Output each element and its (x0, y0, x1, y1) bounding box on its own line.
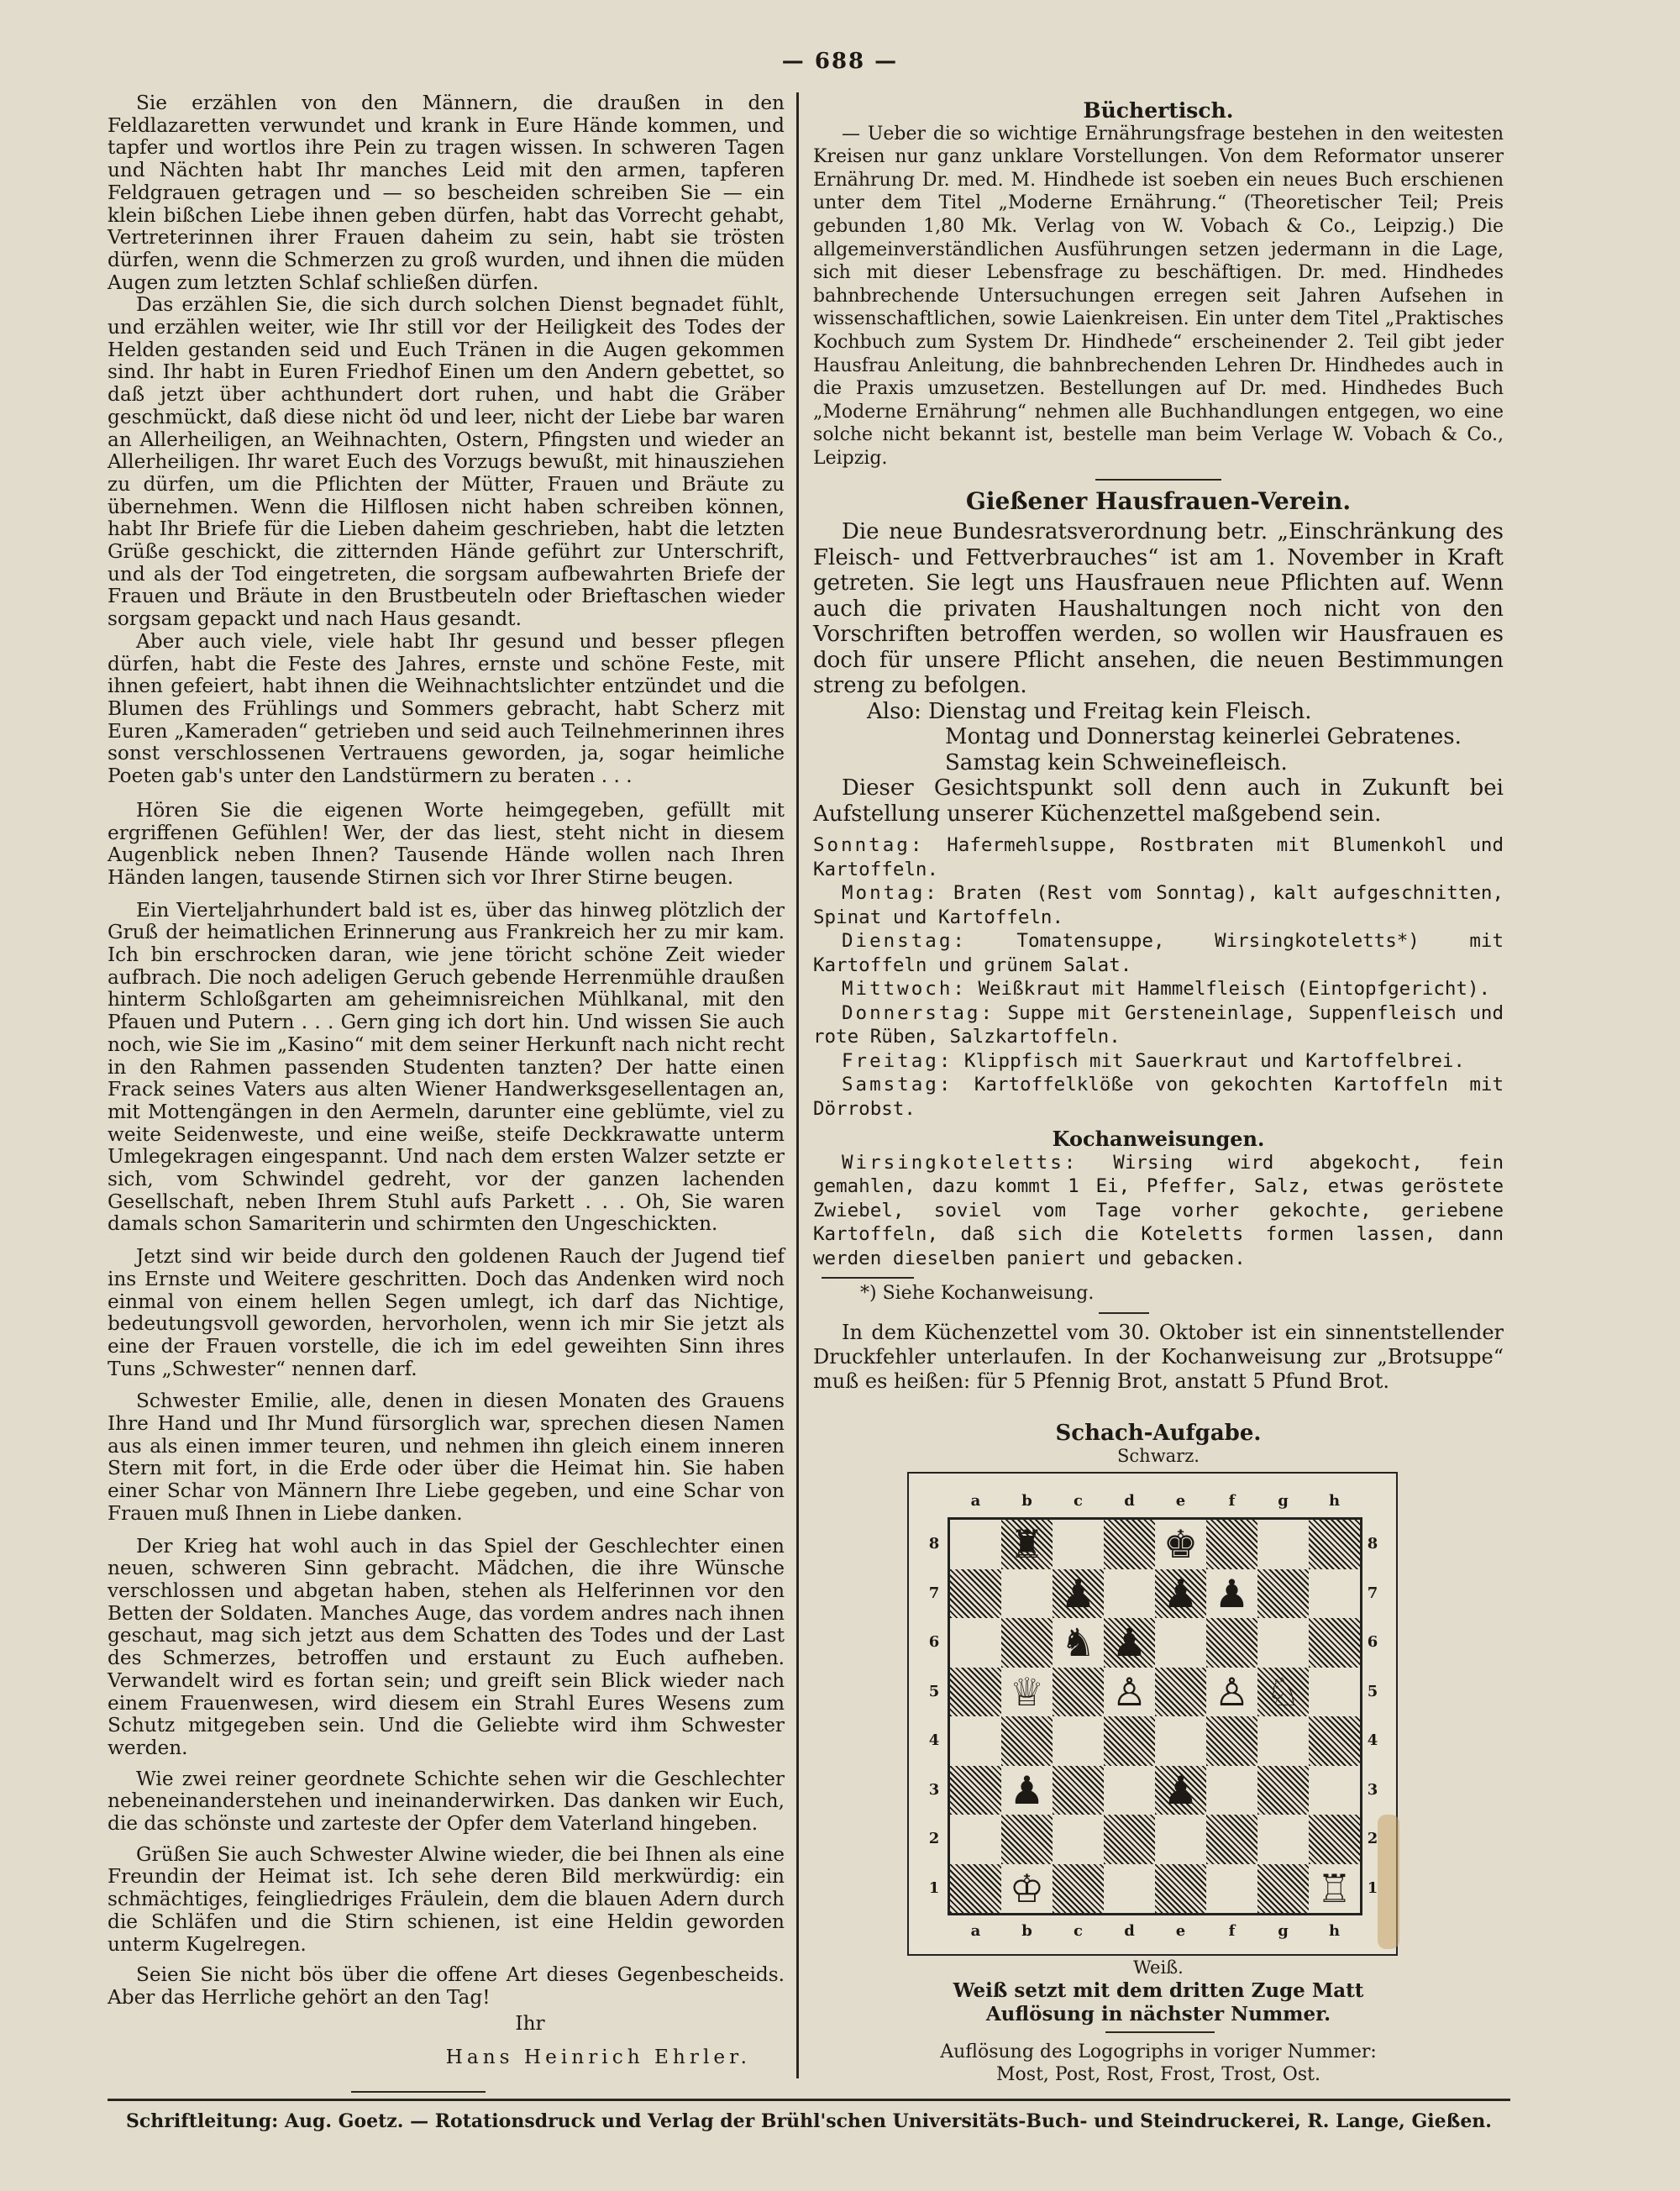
file-label: f (1228, 1922, 1236, 1940)
rank-label: 6 (1367, 1633, 1378, 1651)
rank-label: 7 (928, 1584, 940, 1602)
letter-column (108, 92, 785, 2093)
chess-square (1001, 1569, 1053, 1619)
letter-closing: Ihr (515, 2011, 545, 2035)
signature-rule (351, 2091, 486, 2093)
chess-square (1053, 1668, 1104, 1717)
chess-solution-note: Auflösung in nächster Nummer. (985, 2003, 1331, 2025)
black-pawn-icon: ♟ (1163, 1767, 1199, 1813)
letter-paragraph: Hören Sie die eigenen Worte heimgegeben, gefüllt mit ergriffenen Gefühlen! Wer, der das liest, steht nicht in diesem Augenblick neben Ihnen? Tausende Hände wollen nach Ihren Händen langen, tausende Stirnen sich vor Ihrer Stirne beugen. (108, 798, 785, 889)
file-label: d (1124, 1922, 1135, 1940)
chess-square (1053, 1520, 1104, 1569)
letter-paragraph: Seien Sie nicht bös über die offene Art dieses Gegenbescheids. Aber das Herrliche gehört an den Tag! (108, 1963, 785, 2009)
chess-square (1104, 1864, 1155, 1914)
chess-diagram (907, 1472, 1398, 1956)
white-pawn-icon: ♙ (1111, 1668, 1147, 1715)
rank-label: 4 (1367, 1731, 1378, 1749)
footer-imprint: Schriftleitung: Aug. Goetz. — Rotationsdruck und Verlag der Brühl'schen Universitäts-Buch- und Steindruckerei, R. Lange, Gießen. (126, 2110, 1492, 2132)
chess-square (1309, 1668, 1360, 1717)
menu-item: Sonntag: Hafermehlsuppe, Rostbraten mit Blumenkohl und Kartoffeln. (813, 834, 1504, 880)
chess-square (1257, 1618, 1309, 1668)
letter-paragraph: Das erzählen Sie, die sich durch solchen Dienst begnadet fühlt, und erzählen weiter, wie Ihr still vor der Heiligkeit des Todes der Helden gestanden seid und Euch Tränen in die Augen gekommen sind. Ihr habt in Euren Friedhof Einen um den Andern gebettet, so daß jetzt über achthundert dort ruhen, und habt die Gräber geschmückt, daß diese nicht öd und leer, nicht der Liebe bar waren an Allerheiligen, an Weihnachten, Ostern, Pfingsten und wieder an Allerheiligen. Ihr waret Euch des Vorzugs bewußt, mit hinausziehen zu dürfen, um die Pflichten der Mütter, Frauen und Bräute zu übernehmen. Wenn die Hilflosen nicht haben schreiben können, habt Ihr Briefe für die Lieben daheim geschrieben, habt die letzten Grüße geschickt, die zitternden Hände geführt zur Unterschrift, und als der Tod eingetreten, die sorgsam aufbewahrten Briefe der Frauen und Bräute in den Brustbeuteln oder Brieftaschen wieder sorgsam gepackt und nach Haus gesandt. (108, 293, 785, 631)
file-label: g (1278, 1492, 1289, 1510)
chess-square (1001, 1618, 1053, 1668)
chess-square (1206, 1520, 1257, 1569)
footnote: *) Siehe Kochanweisung. (860, 1283, 1095, 1305)
logogriph-title: Auflösung des Logogriphs in voriger Nummer: (940, 2041, 1377, 2062)
file-label: b (1021, 1492, 1032, 1510)
verein-title: Gießener Hausfrauen-Verein. (965, 486, 1352, 515)
file-label: h (1328, 1492, 1341, 1510)
chess-square (1206, 1618, 1257, 1668)
letter-paragraph: Grüßen Sie auch Schwester Alwine wieder, die bei Ihnen als eine Freundin der Heimat ist. Ich sehe deren Bild merkwürdig: ein schmächtiges, feingliedriges Fräulein, dem die blauen Adern durch die Schläfen und die Stirn schienen, ist eine Heldin geworden unterm Kugelregen. (108, 1842, 785, 1956)
chess-square (1155, 1815, 1206, 1864)
rank-label: 1 (928, 1878, 940, 1897)
chess-square (1309, 1569, 1360, 1619)
chess-square (1309, 1815, 1360, 1864)
file-label: e (1175, 1922, 1186, 1940)
chess-square (1155, 1668, 1206, 1717)
chess-square (1104, 1716, 1155, 1766)
rank-label: 7 (1367, 1584, 1378, 1602)
verein-rule-2: Montag und Donnerstag keinerlei Gebratenes. (945, 724, 1462, 749)
file-label: f (1228, 1492, 1236, 1510)
rank-label: 2 (1367, 1830, 1378, 1847)
rank-label: 8 (928, 1535, 940, 1553)
verein-intro: Die neue Bundesratsverordnung betr. „Einschränkung des Fleisch- und Fettverbrauches“ ist am 1. November in Kraft getreten. Sie legt uns Hausfrauen neue Pflichten auf. Wenn auch die privaten Haushaltungen noch nicht von den Vorschriften betroffen werden, so wollen wir Hausfrauen es doch für unsere Pflicht ansehen, die neuen Bestimmungen streng zu befolgen. (813, 519, 1504, 698)
chess-square (1001, 1716, 1053, 1766)
verein-outro: Dieser Gesichtspunkt soll denn auch in Zukunft bei Aufstellung unserer Küchenzettel maßgebend sein. (813, 775, 1504, 827)
rank-label: 3 (1367, 1780, 1378, 1799)
chess-square (1257, 1864, 1309, 1914)
chess-square (1206, 1766, 1257, 1815)
black-rook-icon: ♜ (1009, 1521, 1045, 1568)
rank-label: 6 (928, 1633, 940, 1651)
menu-list (813, 833, 1504, 1121)
chess-square (950, 1569, 1001, 1619)
chess-square (1155, 1864, 1206, 1914)
black-pawn-icon: ♟ (1009, 1767, 1045, 1813)
letter-paragraph: Sie erzählen von den Männern, die draußen in den Feldlazaretten verwundet und krank in Eure Hände kommen, und tapfer und wortlos ihre Pein zu tragen wissen. In schweren Tagen und Nächten habt Ihr manches Leid mit den armen, tapferen Feldgrauen getragen und — so bescheiden schreiben Sie — ein klein bißchen Liebe ihnen geben dürfen, habt das Vorrecht gehabt, Vertreterinnen ihrer Frauen daheim zu sein, habt sie trösten dürfen, wenn die Schmerzen zu groß wurden, und ihnen die müden Augen zum letzten Schlaf schließen dürfen. (108, 92, 785, 294)
menu-item: Freitag: Klippfisch mit Sauerkraut und Kartoffelbrei. (842, 1049, 1465, 1072)
chess-square (1104, 1520, 1155, 1569)
letter-paragraph: Schwester Emilie, alle, denen in diesen Monaten des Grauens Ihre Hand und Ihr Mund fürsorglich war, sprechen diesen Namen aus als einen immer teuren, und nehmen ihn gleich einem inneren Stern mit fort, in die Erde oder über die Heimat hin. Sie haben einer Schar von Männern Ihre Liebe gegeben, und eine Schar von Frauen muß Ihnen in Liebe danken. (108, 1390, 785, 1525)
chess-square (950, 1766, 1001, 1815)
rank-label: 8 (1367, 1535, 1378, 1553)
verein-rule-3: Samstag kein Schweinefleisch. (945, 749, 1288, 775)
chess-square (1053, 1716, 1104, 1766)
section-rule (1099, 1312, 1149, 1314)
chess-square (1257, 1569, 1309, 1619)
menu-item: Samstag: Kartoffelklöße von gekochten Kartoffeln mit Dörrobst. (813, 1074, 1504, 1120)
chess-square (1309, 1618, 1360, 1668)
footnote-rule (822, 1277, 914, 1279)
books-title: Büchertisch. (1083, 98, 1234, 123)
chess-caption: Weiß setzt mit dem dritten Zuge Matt (953, 1979, 1364, 2002)
rank-label: 1 (1367, 1878, 1378, 1897)
chess-square (1001, 1815, 1053, 1864)
menu-item: Donnerstag: Suppe mit Gersteneinlage, Suppenfleisch und rote Rüben, Salzkartoffeln. (813, 1001, 1504, 1048)
chess-square (1206, 1864, 1257, 1914)
cooking-text: Wirsingkoteletts: Wirsing wird abgekocht, fein gemahlen, dazu kommt 1 Ei, Pfeffer, Salz, etwas geröstete Zwiebel, soviel vom Tage vorher gekochte, geriebene Kartoffeln, daß sich die Koteletts formen lassen, dann werden dieselben paniert und gebacken. (813, 1151, 1504, 1269)
white-knight-icon: ♘ (1265, 1668, 1301, 1715)
file-label: g (1278, 1922, 1289, 1940)
rank-label: 5 (1367, 1682, 1378, 1700)
chess-square (950, 1618, 1001, 1668)
white-pawn-icon: ♙ (1214, 1668, 1250, 1715)
cooking-title: Kochanweisungen. (1052, 1127, 1265, 1151)
chess-square (1257, 1716, 1309, 1766)
verein-rule-1: Also: Dienstag und Freitag kein Fleisch. (867, 698, 1312, 724)
letter-paragraph: Aber auch viele, viele habt Ihr gesund und besser pflegen dürfen, habt die Feste des Jahres, ernste und schöne Feste, mit ihnen gefeiert, habt ihnen die Weihnachtslichter entzündet und die Blumen des Frühlings und Sommers gebracht, habt Scherz mit Euren „Kameraden“ getrieben und seid auch Teilnehmerinnen ihres sonst verschlossenen Vertrauens geworden, ja, sogar heimliche Poeten gab's unter den Landstürmern zu beraten . . . (108, 629, 785, 788)
black-pawn-icon: ♟ (1214, 1570, 1250, 1616)
white-queen-icon: ♕ (1009, 1668, 1045, 1715)
logogriph-answer: Most, Post, Rost, Frost, Trost, Ost. (996, 2064, 1320, 2085)
chess-square (950, 1864, 1001, 1914)
chess-square (950, 1520, 1001, 1569)
chess-square (1309, 1716, 1360, 1766)
black-pawn-icon: ♟ (1060, 1570, 1096, 1616)
menu-item: Montag: Braten (Rest vom Sonntag), kalt aufgeschnitten, Spinat und Kartoffeln. (813, 882, 1504, 928)
books-text: — Ueber die so wichtige Ernährungsfrage bestehen in den weitesten Kreisen nur ganz unklare Vorstellungen. Von dem Reformator unserer Ernährung Dr. med. M. Hindhede ist soeben ein neues Buch erschienen unter dem Titel „Moderne Ernährung.“ (Theoretischer Teil; Preis gebunden 1,80 Mk. Verlag von W. Vobach & Co., Leipzig.) Die allgemeinverständlichen Ausführungen setzen jedermann in die Lage, sich mit dieser Lebensfrage zu beschäftigen. Dr. med. Hindhedes bahnbrechende Untersuchungen erregen seit Jahren Aufsehen in wissenschaftlichen, sowie Laienkreisen. Ein unter dem Titel „Praktisches Kochbuch zum System Dr. Hindhede“ erscheinender 2. Teil gibt jeder Hausfrau Anleitung, die bahnbrechenden Lehren Dr. Hindhedes auch in die Praxis umzusetzen. Bestellungen auf Dr. med. Hindhedes Buch „Moderne Ernährung“ nehmen alle Buchhandlungen entgegen, wo eine solche nicht bekannt ist, bestelle man beim Verlage W. Vobach & Co., Leipzig. (813, 123, 1504, 469)
footer-rule (108, 2099, 1510, 2101)
chess-square (1053, 1815, 1104, 1864)
chess-square (1257, 1520, 1309, 1569)
letter-paragraph: Der Krieg hat wohl auch in das Spiel der Geschlechter einen neuen, schweren Sinn gebracht. Mädchen, die ihre Wünsche verschlossen und abgetan haben, stehen als Helferinnen vor den Betten der Soldaten. Manches Auge, das vordem andres nach ihnen geschaut, mag sich jetzt aus dem Schatten des Todes und der Last des Schmerzes, betroffen und erstaunt zu Euch aufheben. Verwandelt wird es fortan sein; und greift sein Blick wieder nach einem Frauenwesen, wird diesem ein Strahl Eures Wesens zum Schutz mitgegeben sein. Und die Geliebte wird ihm Schwester werden. (108, 1534, 785, 1759)
chess-square (1206, 1815, 1257, 1864)
white-rook-icon: ♖ (1316, 1865, 1352, 1911)
section-rule (1095, 479, 1221, 481)
file-label: d (1124, 1492, 1135, 1510)
white-king-icon: ♔ (1009, 1865, 1045, 1911)
correction-notice: In dem Küchenzettel vom 30. Oktober ist ein sinnentstellender Druckfehler unterlaufen. In der Kochanweisung zur „Brotsuppe“ muß es heißen: für 5 Pfennig Brot, anstatt 5 Pfund Brot. (813, 1320, 1504, 1393)
black-knight-icon: ♞ (1060, 1620, 1096, 1666)
chess-black-label: Schwarz. (1117, 1446, 1200, 1467)
file-label: b (1021, 1922, 1032, 1940)
chess-square (950, 1716, 1001, 1766)
right-column (813, 99, 1504, 1469)
chess-square (1053, 1766, 1104, 1815)
chess-white-label: Weiß. (1133, 1957, 1184, 1978)
black-king-icon: ♚ (1163, 1521, 1199, 1568)
chess-square (1104, 1569, 1155, 1619)
chess-square (1257, 1815, 1309, 1864)
letter-paragraph: Ein Vierteljahrhundert bald ist es, über das hinweg plötzlich der Gruß der heimatlichen Erinnerung aus Frankreich her zu mir kam. Ich bin erschrocken daran, wie jene töricht schöne Zeit wieder aufbrach. Die noch adeligen Geruch gebende Herrenmühle draußen hinterm Schloßgarten am geheimnisreichen Mühlkanal, mit den Pfauen und Putern . . . Gern ging ich dort hin. Und wissen Sie auch noch, wie Sie im „Kasino“ mit dem seiner Herkunft nach nicht recht in den Rahmen passenden Studenten tanzten? Der hatte einen Frack seines Vaters aus alten Wiener Handwerksgesellentagen an, mit Mottengängen in den Aermeln, darunter eine geblümte, viel zu weite Seidenweste, und eine weiße, steife Deckkrawatte unterm Umlegekragen eingespannt. Und nach dem ersten Walzer setzte er sich, vom Schwindel gedreht, vor der ganzen lachenden Gesellschaft, neben Ihrem Stuhl aufs Parkett . . . Oh, Sie waren damals schon Samariterin und schirmten den Ungeschickten. (108, 898, 785, 1236)
file-label: a (970, 1492, 981, 1510)
letter-paragraph: Wie zwei reiner geordnete Schichte sehen wir die Geschlechter nebeneinanderstehen und ineinanderwirken. Das danken wir Euch, die das schönste und zarteste der Opfer dem Vaterland hingeben. (108, 1767, 785, 1836)
rank-label: 3 (928, 1780, 940, 1799)
chess-square (1104, 1766, 1155, 1815)
chess-square (1257, 1766, 1309, 1815)
file-label: h (1328, 1922, 1341, 1940)
chess-board (948, 1517, 1362, 1915)
chess-square (1155, 1618, 1206, 1668)
letter-paragraph: Jetzt sind wir beide durch den goldenen Rauch der Jugend tief ins Ernste und Weitere geschritten. Doch das Andenken wird noch einmal von einem hellen Segen umlegt, ich darf das Nichtige, bedeutungsvoll geworden, hervorholen, wenn ich mir Sie jetzt als eine der Frauen vorstelle, die ich im edel geweihten Sinn ihres Tuns „Schwester“ nennen darf. (108, 1245, 785, 1380)
chess-square (1155, 1716, 1206, 1766)
chess-square (1309, 1520, 1360, 1569)
chess-square (1053, 1864, 1104, 1914)
chess-square (1104, 1815, 1155, 1864)
column-divider (796, 92, 799, 2078)
menu-item: Dienstag: Tomatensuppe, Wirsingkoteletts*) mit Kartoffeln und grünem Salat. (813, 930, 1504, 976)
chess-square (950, 1668, 1001, 1717)
chess-square (1206, 1716, 1257, 1766)
menu-item: Mittwoch: Weißkraut mit Hammelfleisch (Eintopfgericht). (842, 978, 1491, 1000)
black-pawn-icon: ♟ (1163, 1570, 1199, 1616)
file-label: e (1175, 1492, 1186, 1510)
chess-title: Schach-Aufgabe. (1055, 1420, 1262, 1446)
file-label: c (1074, 1922, 1083, 1940)
letter-signature: Hans Heinrich Ehrler. (445, 2046, 751, 2069)
section-rule (1105, 2031, 1215, 2033)
file-label: c (1074, 1492, 1083, 1510)
rank-label: 5 (928, 1682, 940, 1700)
paper-stain (1378, 1815, 1399, 1949)
chess-square (950, 1815, 1001, 1864)
rank-label: 2 (928, 1830, 940, 1847)
chess-square (1309, 1766, 1360, 1815)
black-pawn-icon: ♟ (1111, 1620, 1147, 1666)
page-number: — 688 — (781, 49, 899, 74)
file-label: a (970, 1922, 981, 1940)
rank-label: 4 (928, 1731, 940, 1749)
